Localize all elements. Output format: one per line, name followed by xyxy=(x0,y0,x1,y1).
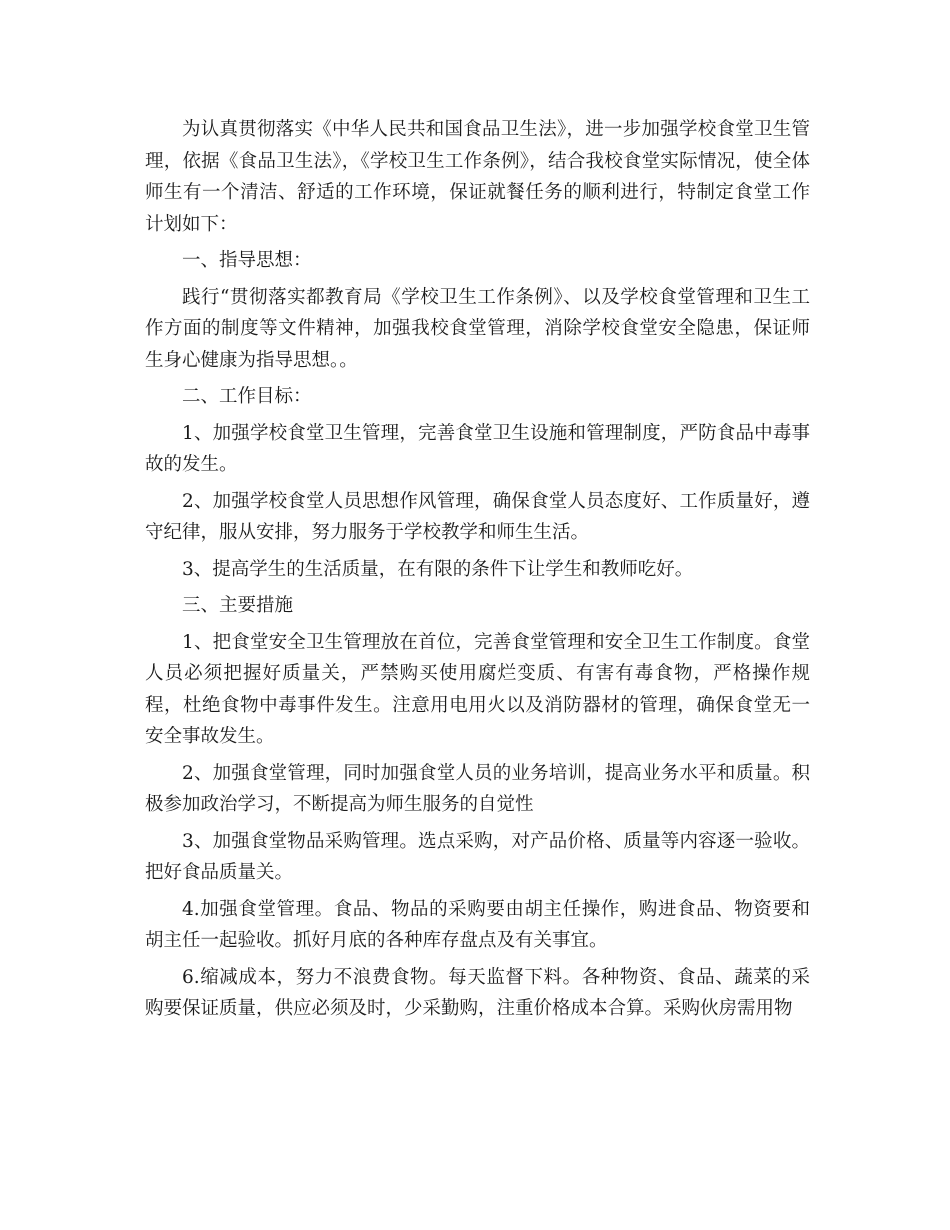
goal-item-2: 2、加强学校食堂人员思想作风管理，确保食堂人员态度好、工作质量好，遵守纪律，服从安排，努力服务于学校教学和师生生活。 xyxy=(145,490,810,543)
goal-item-3: 3、提高学生的生活质量，在有限的条件下让学生和教师吃好。 xyxy=(182,558,694,580)
section-heading-work-goals: 二、工作目标： xyxy=(182,386,312,407)
section-heading-main-measures: 三、主要措施 xyxy=(182,595,294,616)
measure-item-4: 4.加强食堂管理。食品、物品的采购要由胡主任操作，购进食品、物资要和胡主任一起验收。抓好月底的各种库存盘点及有关事宜。 xyxy=(145,898,810,951)
guiding-ideology-paragraph: 践行“贯彻落实都教育局《学校卫生工作条例》、以及学校食堂管理和卫生工作方面的制度等文件精神，加强我校食堂管理，消除学校食堂安全隐患，保证师生身心健康为指导思想。。 xyxy=(145,286,810,371)
measure-item-6: 6.缩减成本，努力不浪费食物。每天监督下料。各种物资、食品、蔬菜的采购要保证质量，供应必须及时，少采勤购，注重价格成本合算。采购伙房需用物 xyxy=(145,966,810,1019)
intro-paragraph: 为认真贯彻落实《中华人民共和国食品卫生法》，进一步加强学校食堂卫生管理，依据《食品卫生法》，《学校卫生工作条例》，结合我校食堂实际情况，使全体师生有一个清洁、舒适的工作环境，保证就餐任务的顺利进行，特制定食堂工作计划如下： xyxy=(145,119,810,235)
section-heading-guiding-ideology: 一、指导思想： xyxy=(182,250,312,271)
document-body xyxy=(145,114,810,1030)
goal-item-1: 1、加强学校食堂卫生管理，完善食堂卫生设施和管理制度，严防食品中毒事故的发生。 xyxy=(145,422,810,475)
measure-item-3: 3、加强食堂物品采购管理。选点采购，对产品价格、质量等内容逐一验收。把好食品质量关。 xyxy=(145,830,810,883)
measure-item-1: 1、把食堂安全卫生管理放在首位，完善食堂管理和安全卫生工作制度。食堂人员必须把握好质量关，严禁购买使用腐烂变质、有害有毒食物，严格操作规程，杜绝食物中毒事件发生。注意用电用火以及消防器材的管理，确保食堂无一安全事故发生。 xyxy=(145,631,810,747)
measure-item-2: 2、加强食堂管理，同时加强食堂人员的业务培训，提高业务水平和质量。积极参加政治学习，不断提高为师生服务的自觉性 xyxy=(145,762,810,815)
